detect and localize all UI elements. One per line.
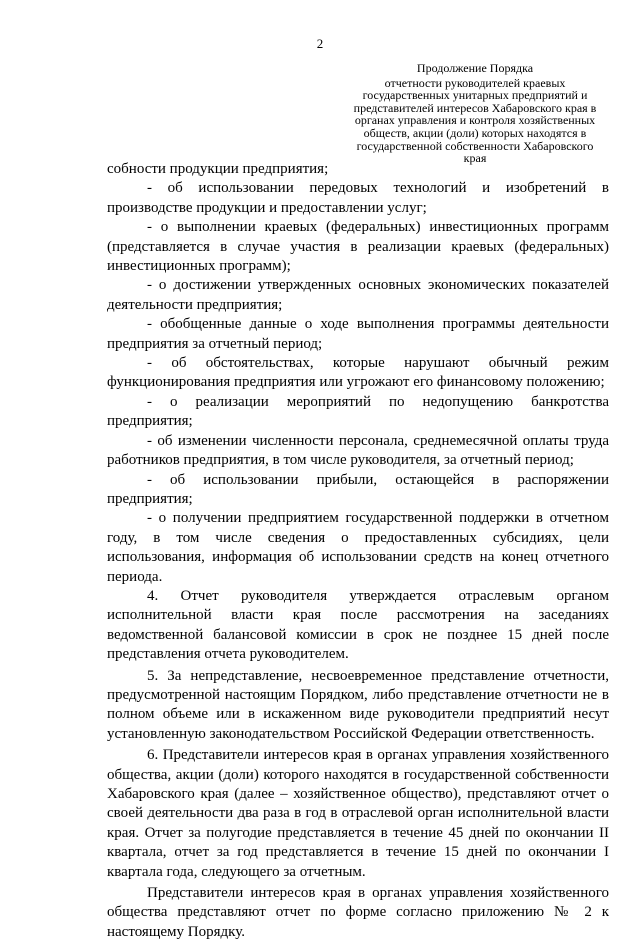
paragraph-5: 5. За непредставление, несвоевременное представление отчетности, предусмотренной настоящим Порядком, либо представление отчетности не в полном объеме или в искаженном виде руководители предприятий несут установленную законодательством Российской Федерации ответственность. xyxy=(107,667,609,742)
header-title: Продолжение Порядка xyxy=(416,61,534,75)
body-text xyxy=(107,160,609,942)
list-item-bankruptcy: - о реализации мероприятий по недопущению банкротства предприятия; xyxy=(107,393,609,430)
list-item-technologies: - об использовании передовых технологий и изобретений в производстве продукции и предоставлении услуг; xyxy=(107,180,609,216)
list-item-economic-indicators: - о достижении утвержденных основных экономических показателей деятельности предприятия; xyxy=(107,277,609,313)
paragraph-4: 4. Отчет руководителя утверждается отраслевым органом исполнительной власти края после рассмотрения на заседаниях ведомственной балансовой комиссии в срок не позднее 15 дней после представления отчета руководителем. xyxy=(107,587,609,663)
list-item-state-support: - о получении предприятием государственной поддержки в отчетном году, в том числе сведения о предоставленных субсидиях, цели использования, информация об использовании средств на конец отчетного периода. xyxy=(107,510,609,585)
list-item-program-progress: - обобщенные данные о ходе выполнения программы деятельности предприятия за отчетный период; xyxy=(107,316,609,352)
paragraph-representatives: Представители интересов края в органах управления хозяйственного общества представляют отчет по форме согласно приложению № 2 к настоящему Порядку. xyxy=(107,885,609,940)
paragraph-continuation: собности продукции предприятия; xyxy=(107,161,329,177)
paragraph-6: 6. Представители интересов края в органах управления хозяйственного общества, акции (доли) которого находятся в государственной собственности Хабаровского края (далее – хозяйственное общество), представляют отчет о своей деятельности два раза в год в отраслевой орган исполнительной власти края. Отчет за полугодие представляется в течение 45 дней по окончании II квартала, отчет за год представляется в течение 15 дней по окончании I квартала года, следующего за отчетным. xyxy=(107,747,609,880)
list-item-personnel: - об изменении численности персонала, среднемесячной оплаты труда работников предприятия, в том числе руководителя, за отчетный период; xyxy=(107,432,609,469)
list-item-profit: - об использовании прибыли, остающейся в распоряжении предприятия; xyxy=(107,471,609,507)
header-subtitle: отчетности руководителей краевых государственных унитарных предприятий и представителей интересов Хабаровского края в органах управления и контроля хозяйственных обществ, акции (доли) которых находятся в государственной собственности Хабаровского края xyxy=(353,75,597,166)
list-item-investment-programs: - о выполнении краевых (федеральных) инвестиционных программ (представляется в случае участия в реализации краевых (федеральных) инвестиционных программ); xyxy=(107,219,609,275)
page-number: 2 xyxy=(316,36,324,51)
list-item-circumstances: - об обстоятельствах, которые нарушают обычный режим функционирования предприятия или угрожают его финансовому положению; xyxy=(107,355,609,391)
header-block xyxy=(350,62,600,165)
